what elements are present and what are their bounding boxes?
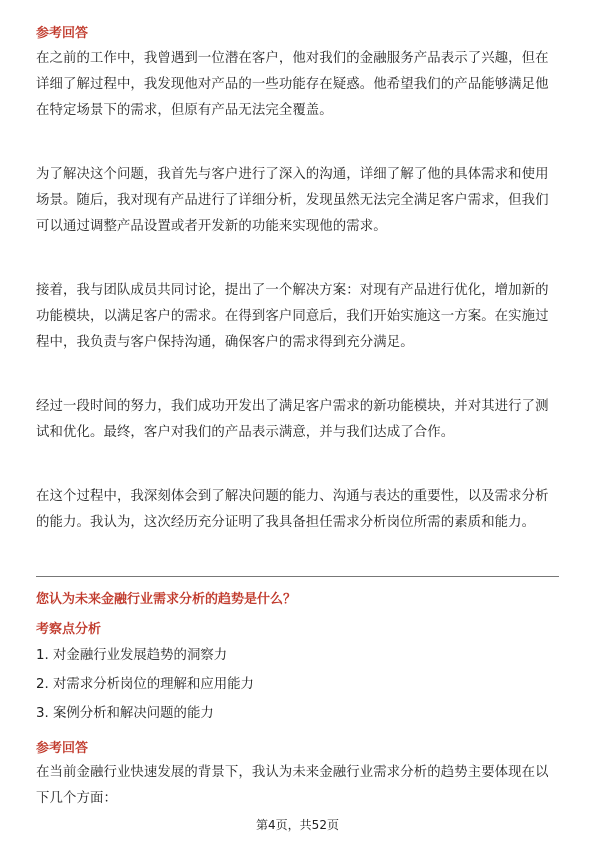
- list-item: 2. 对需求分析岗位的理解和应用能力: [36, 677, 254, 692]
- answer-paragraph-1: 在之前的工作中，我曾遇到一位潜在客户，他对我们的金融服务产品表示了兴趣，但在详细了解过程中，我发现他对产品的一些功能存在疑惑。他希望我们的产品能够满足他在特定场景下的需求，但原有产品无法完全覆盖。: [36, 51, 549, 118]
- answer-paragraph-2: 为了解决这个问题，我首先与客户进行了深入的沟通，详细了解了他的具体需求和使用场景。随后，我对现有产品进行了详细分析，发现虽然无法完全满足客户需求，但我们可以通过调整产品设置或者开发新的功能来实现他的需求。: [36, 167, 549, 234]
- list-item: 1. 对金融行业发展趋势的洞察力: [36, 648, 228, 663]
- question-title: 您认为未来金融行业需求分析的趋势是什么？: [36, 592, 297, 607]
- answer-paragraph-3: 接着，我与团队成员共同讨论，提出了一个解决方案：对现有产品进行优化，增加新的功能模块，以满足客户的需求。在得到客户同意后，我们开始实施这一方案。在实施过程中，我负责与客户保持沟通，确保客户的需求得到充分满足。: [36, 283, 549, 350]
- section-divider: [36, 576, 559, 577]
- answer-paragraph-4: 经过一段时间的努力，我们成功开发出了满足客户需求的新功能模块，并对其进行了测试和优化。最终，客户对我们的产品表示满意，并与我们达成了合作。: [36, 399, 549, 440]
- analysis-label: 考察点分析: [36, 622, 102, 637]
- answer-label: 参考回答: [36, 741, 89, 756]
- answer-paragraph: 在当前金融行业快速发展的背景下，我认为未来金融行业需求分析的趋势主要体现在以下几个方面：: [36, 765, 549, 806]
- answer-paragraph-5: 在这个过程中，我深刻体会到了解决问题的能力、沟通与表达的重要性，以及需求分析的能力。我认为，这次经历充分证明了我具备担任需求分析岗位所需的素质和能力。: [36, 489, 549, 530]
- page-number: 第4页，共52页: [256, 818, 339, 832]
- list-item: 3. 案例分析和解决问题的能力: [36, 706, 214, 721]
- answer-label: 参考回答: [36, 26, 89, 41]
